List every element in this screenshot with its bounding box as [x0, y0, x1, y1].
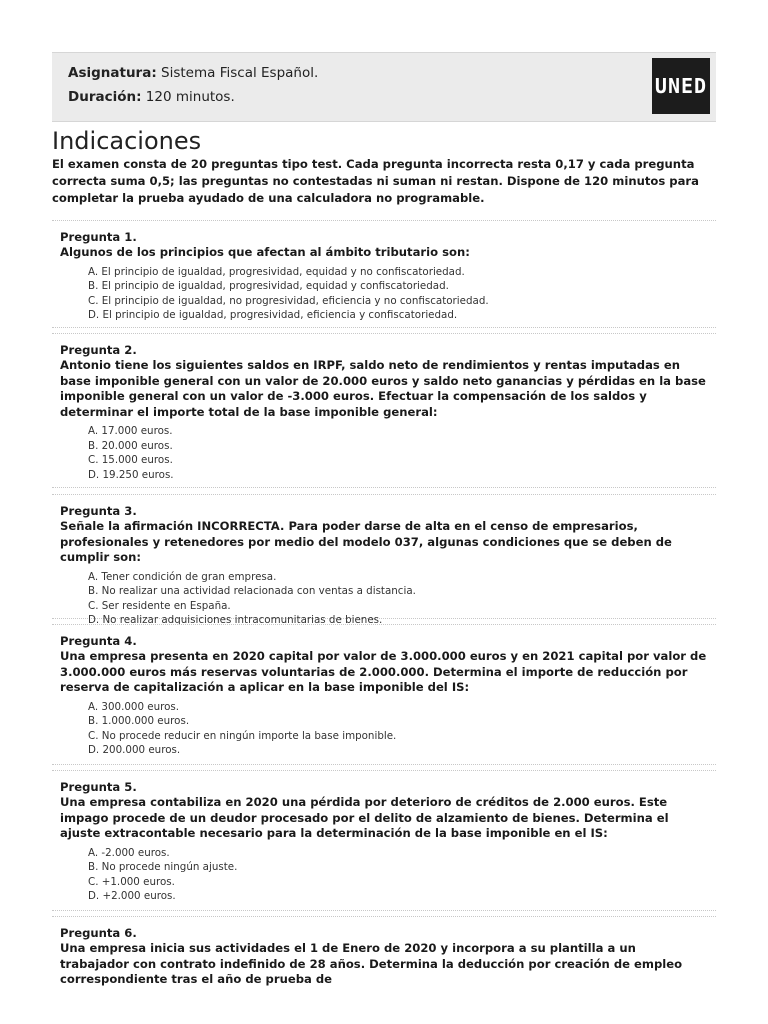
- duration-line: [68, 89, 235, 105]
- question-text: Señale la afirmación INCORRECTA. Para poder darse de alta en el censo de empresarios, profesionales y retenedores por medio del modelo 037, algunas condiciones que se deben de cumplir son:: [60, 519, 672, 564]
- option-d[interactable]: D. +2.000 euros.: [88, 890, 176, 902]
- option-d[interactable]: D. El principio de igualdad, progresividad, eficiencia y confiscatoriedad.: [88, 309, 458, 321]
- exam-header: [52, 52, 716, 122]
- question-text: Antonio tiene los siguientes saldos en IRPF, saldo neto de rendimientos y rentas imputadas en base imponible general con un valor de 20.000 euros y saldo neto ganancias y pérdidas en la base imponible general con un valor de -3.000 euros. Efectuar la compensación de los saldos y determinar el importe total de la base imponible general:: [60, 358, 706, 419]
- options-list: [60, 846, 708, 904]
- page-title: Indicaciones: [52, 127, 202, 155]
- question-text: Una empresa inicia sus actividades el 1 de Enero de 2020 y incorpora a su plantilla a un trabajador con contrato indefinido de 28 años. Determina la deducción por creación de empleo correspondiente tras el año de prueba de: [60, 941, 683, 986]
- question-2: [52, 333, 716, 488]
- question-1: [52, 220, 716, 328]
- question-title: Pregunta 6.: [60, 926, 137, 940]
- question-text: Una empresa presenta en 2020 capital por valor de 3.000.000 euros y en 2021 capital por valor de 3.000.000 euros más reservas voluntarias de 2.000.000. Determina el importe de reducción por reserva de capitalización a aplicar en la base imponible del IS:: [60, 649, 707, 694]
- question-title: Pregunta 3.: [60, 504, 137, 518]
- option-c[interactable]: C. +1.000 euros.: [88, 875, 175, 888]
- option-d[interactable]: D. No realizar adquisiciones intracomunitarias de bienes.: [88, 614, 383, 626]
- question-text: Una empresa contabiliza en 2020 una pérdida por deterioro de créditos de 2.000 euros. Este impago procede de un deudor procesado por el delito de alzamiento de bienes. Determina el ajuste extracontable necesario para la determinación de la base imponible en el IS:: [60, 795, 669, 840]
- duration-label: Duración:: [68, 89, 142, 105]
- subject-label: Asignatura:: [68, 65, 157, 81]
- option-b[interactable]: B. El principio de igualdad, progresividad, equidad y confiscatoriedad.: [88, 280, 449, 292]
- option-c[interactable]: C. 15.000 euros.: [88, 454, 173, 466]
- options-list: [60, 265, 708, 323]
- question-text: Algunos de los principios que afectan al ámbito tributario son:: [60, 245, 470, 259]
- option-b[interactable]: B. No procede ningún ajuste.: [88, 861, 238, 873]
- question-title: Pregunta 2.: [60, 343, 137, 357]
- option-a[interactable]: A. 300.000 euros.: [88, 700, 180, 713]
- options-list: [60, 424, 708, 482]
- options-list: [60, 570, 708, 628]
- option-d[interactable]: D. 200.000 euros.: [88, 744, 181, 756]
- option-a[interactable]: A. -2.000 euros.: [88, 846, 170, 859]
- question-title: Pregunta 1.: [60, 230, 137, 244]
- option-a[interactable]: A. El principio de igualdad, progresividad, equidad y no confiscatoriedad.: [88, 265, 465, 278]
- instructions-text: El examen consta de 20 preguntas tipo test. Cada pregunta incorrecta resta 0,17 y cada pregunta correcta suma 0,5; las preguntas no contestadas ni suman ni restan. Dispone de 120 minutos para completar la prueba ayudado de una calculadora no programable.: [52, 157, 699, 205]
- uned-logo: UNED: [652, 58, 710, 114]
- options-list: [60, 700, 708, 758]
- question-3: [52, 494, 716, 626]
- question-5: [52, 770, 716, 911]
- option-a[interactable]: A. Tener condición de gran empresa.: [88, 570, 277, 583]
- subject-value: Sistema Fiscal Español.: [161, 65, 319, 81]
- option-a[interactable]: A. 17.000 euros.: [88, 425, 173, 437]
- option-b[interactable]: B. No realizar una actividad relacionada con ventas a distancia.: [88, 585, 416, 597]
- option-c[interactable]: C. El principio de igualdad, no progresividad, eficiencia y no confiscatoriedad.: [88, 294, 489, 307]
- option-b[interactable]: B. 1.000.000 euros.: [88, 715, 190, 727]
- question-title: Pregunta 5.: [60, 780, 137, 794]
- question-6: [52, 916, 716, 1024]
- option-d[interactable]: D. 19.250 euros.: [88, 468, 174, 481]
- duration-value: 120 minutos.: [145, 89, 235, 105]
- option-c[interactable]: C. Ser residente en España.: [88, 599, 231, 612]
- option-c[interactable]: C. No procede reducir en ningún importe la base imponible.: [88, 729, 397, 742]
- option-b[interactable]: B. 20.000 euros.: [88, 439, 173, 452]
- subject-line: [68, 65, 318, 81]
- question-title: Pregunta 4.: [60, 634, 137, 648]
- question-4: [52, 624, 716, 765]
